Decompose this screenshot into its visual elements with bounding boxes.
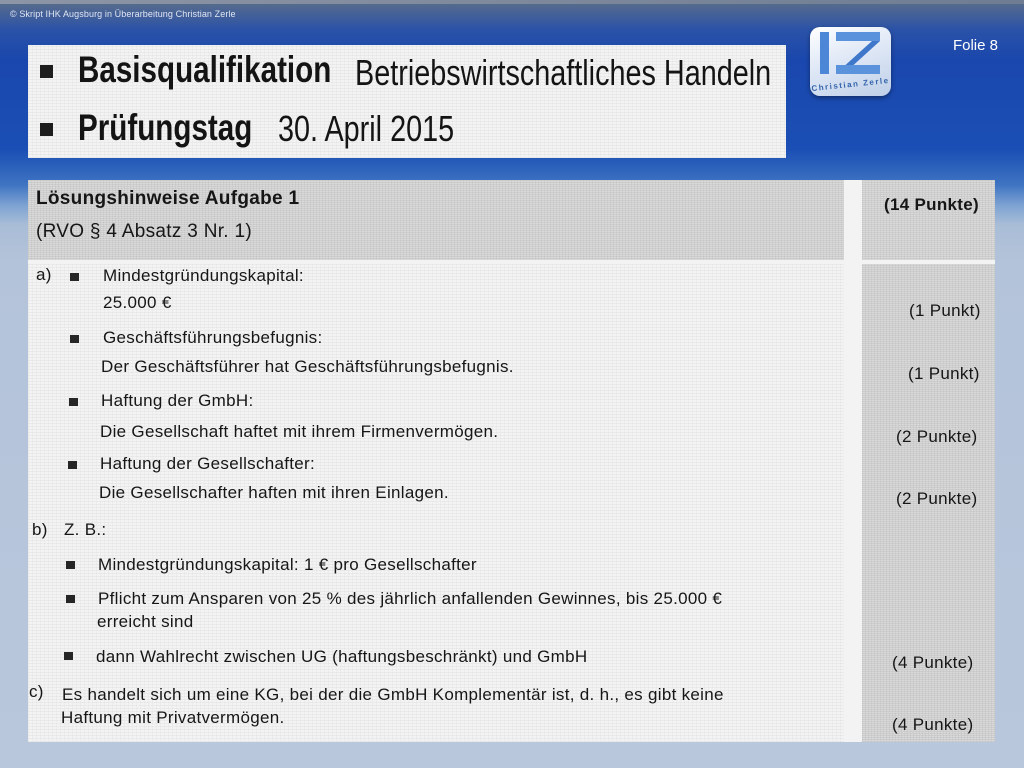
title-line-exam-date [28,103,786,153]
part-c-label: c) [29,682,44,701]
logo-text: Christian Zerle [810,75,891,94]
part-a-item-1-answer: 25.000 € [103,293,172,312]
bullet-icon [69,398,78,406]
part-c-line-2: Haftung mit Privatvermögen. [61,708,285,727]
part-b-item-3: dann Wahlrecht zwischen UG (haftungsbeschränkt) und GmbH [96,647,588,666]
logo [810,27,891,96]
part-a-item-4-points: (2 Punkte) [896,489,978,508]
exam-date-value: 30. April 2015 [278,108,455,149]
part-a-item-3-points: (2 Punkte) [896,427,978,446]
solution-subtitle: (RVO § 4 Absatz 3 Nr. 1) [36,221,252,242]
total-points: (14 Punkte) [884,195,979,214]
title-bullet [40,123,53,136]
part-a-item-4-heading: Haftung der Gesellschafter: [100,454,316,473]
part-b-item-2: Pflicht zum Ansparen von 25 % des jährlich anfallenden Gewinnes, bis 25.000 € [98,589,723,608]
qualification-value: Betriebswirtschaftliches Handeln [355,52,772,93]
exam-date-label: Prüfungstag [78,107,253,148]
bullet-icon [70,273,79,281]
part-a-item-2-answer: Der Geschäftsführer hat Geschäftsführungsbefugnis. [101,357,514,376]
title-panel [28,45,786,158]
part-a-item-1-heading: Mindestgründungskapital: [103,266,304,285]
part-b-intro: Z. B.: [64,520,107,539]
part-c-line-1: Es handelt sich um eine KG, bei der die GmbH Komplementär ist, d. h., es gibt keine [62,685,724,704]
part-a-label: a) [36,265,52,284]
part-c-points: (4 Punkte) [892,715,974,734]
header-divider [28,260,995,264]
bullet-icon [66,561,75,569]
part-b-label: b) [32,520,48,539]
part-a-item-1-points: (1 Punkt) [909,301,981,320]
slide-number: Folie 8 [952,37,998,54]
bullet-icon [64,652,73,660]
copyright-text: © Skript IHK Augsburg in Überarbeitung Christian Zerle [10,9,236,19]
part-b-points: (4 Punkte) [892,653,974,672]
solution-title: Lösungshinweise Aufgabe 1 [36,188,300,209]
column-divider [844,180,862,742]
title-line-qualification [28,47,786,97]
part-a-item-3-heading: Haftung der GmbH: [101,391,254,410]
top-border [0,0,1024,4]
part-a-item-2-heading: Geschäftsführungsbefugnis: [103,328,323,347]
part-b-item-2-continued: erreicht sind [97,612,194,631]
part-a-item-2-points: (1 Punkt) [908,364,980,383]
bullet-icon [66,595,75,603]
bullet-icon [68,461,77,469]
solution-sheet [28,180,995,742]
logo-monogram-icon [814,30,887,80]
part-a-item-4-answer: Die Gesellschafter haften mit ihren Einlagen. [99,483,449,502]
part-b-item-1: Mindestgründungskapital: 1 € pro Gesellschafter [98,555,477,574]
bullet-icon [70,335,79,343]
part-a-item-3-answer: Die Gesellschaft haftet mit ihrem Firmenvermögen. [100,422,499,441]
qualification-label: Basisqualifikation [78,49,332,90]
title-bullet [40,65,53,78]
